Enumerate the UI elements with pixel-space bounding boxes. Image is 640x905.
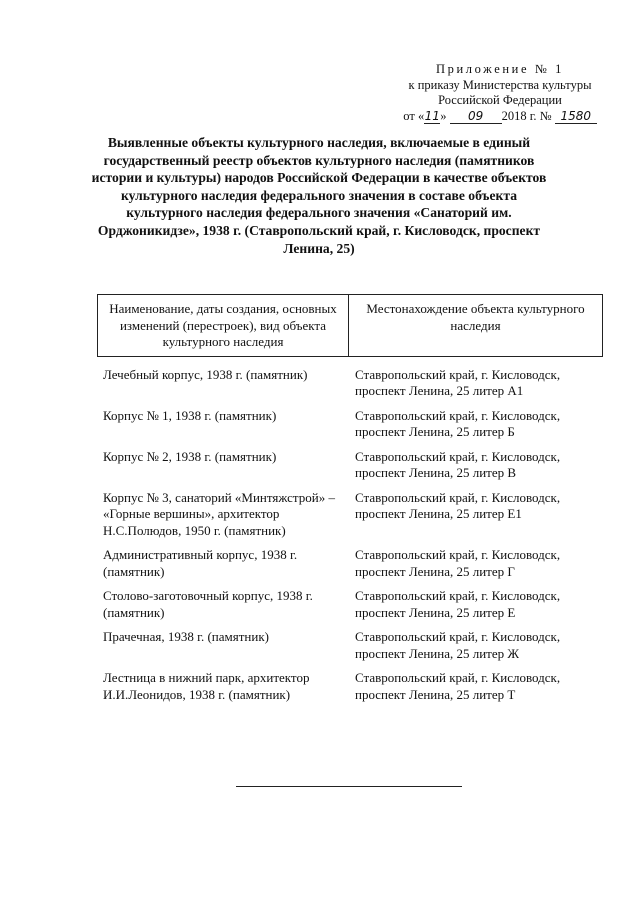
heritage-objects-table [97,294,603,711]
end-divider [236,786,462,787]
date-mid: » [440,108,447,123]
object-location: Ставропольский край, г. Кисловодск, проспект Ленина, 25 литер А1 [355,366,561,398]
table-row [97,490,603,540]
table-row [97,547,603,580]
object-name: Административный корпус, 1938 г. (памятник) [103,547,298,579]
object-location: Ставропольский край, г. Кисловодск, проспект Ленина, 25 литер Е1 [355,489,561,521]
object-name: Лестница в нижний парк, архитектор И.И.Леонидов, 1938 г. (памятник) [103,670,310,702]
object-name: Столово-заготовочный корпус, 1938 г. (памятник) [103,588,313,620]
table-row [97,367,603,400]
table-row [97,670,603,703]
table-row [97,408,603,441]
date-month: 09 [450,110,502,124]
table-row [97,449,603,482]
header-location-column: Местонахождение объекта культурного наследия [366,301,585,333]
table-row [97,588,603,621]
object-location: Ставропольский край, г. Кисловодск, проспект Ленина, 25 литер Ж [355,629,561,661]
date-prefix: от « [403,108,425,123]
date-day: 11 [424,108,440,123]
object-location: Ставропольский край, г. Кисловодск, проспект Ленина, 25 литер Г [355,547,561,579]
appendix-line-2: Российской Федерации [438,93,562,107]
document-title: Выявленные объекты культурного наследия, включаемые в единый государственный реестр объектов культурного наследия (памятников истории и культуры) народов Российской Федерации в качестве объектов культурного наследия федерального значения в составе объекта культурного наследия федерального значения «Санаторий им. Орджоникидзе», 1938 г. (Ставропольский край, г. Кисловодск, проспект Ленина, 25) [91,135,547,256]
object-name: Корпус № 1, 1938 г. (памятник) [103,407,277,423]
object-location: Ставропольский край, г. Кисловодск, проспект Ленина, 25 литер Т [355,670,561,702]
object-name: Прачечная, 1938 г. (памятник) [103,629,269,644]
table-row [97,629,603,662]
date-year: 2018 г. № [501,108,552,123]
appendix-block [380,62,620,124]
header-name-column: Наименование, даты создания, основных изменений (перестроек), вид объекта культурного наследия [98,295,349,356]
object-name: Корпус № 3, санаторий «Минтяжстрой» – «Горные вершины», архитектор Н.С.Полюдов, 1950 г. (памятник) [103,489,335,538]
order-date-line [380,109,620,125]
appendix-line-1: к приказу Министерства культуры [408,77,592,92]
object-location: Ставропольский край, г. Кисловодск, проспект Ленина, 25 литер В [355,448,561,480]
object-name: Корпус № 2, 1938 г. (памятник) [103,448,277,464]
appendix-label: Приложение № 1 [436,62,564,76]
table-body [97,367,603,704]
object-name: Лечебный корпус, 1938 г. (памятник) [103,366,308,382]
order-number: 1580 [555,110,597,124]
object-location: Ставропольский край, г. Кисловодск, проспект Ленина, 25 литер Б [355,407,561,439]
object-location: Ставропольский край, г. Кисловодск, проспект Ленина, 25 литер Е [355,588,561,620]
table-header [97,294,603,357]
